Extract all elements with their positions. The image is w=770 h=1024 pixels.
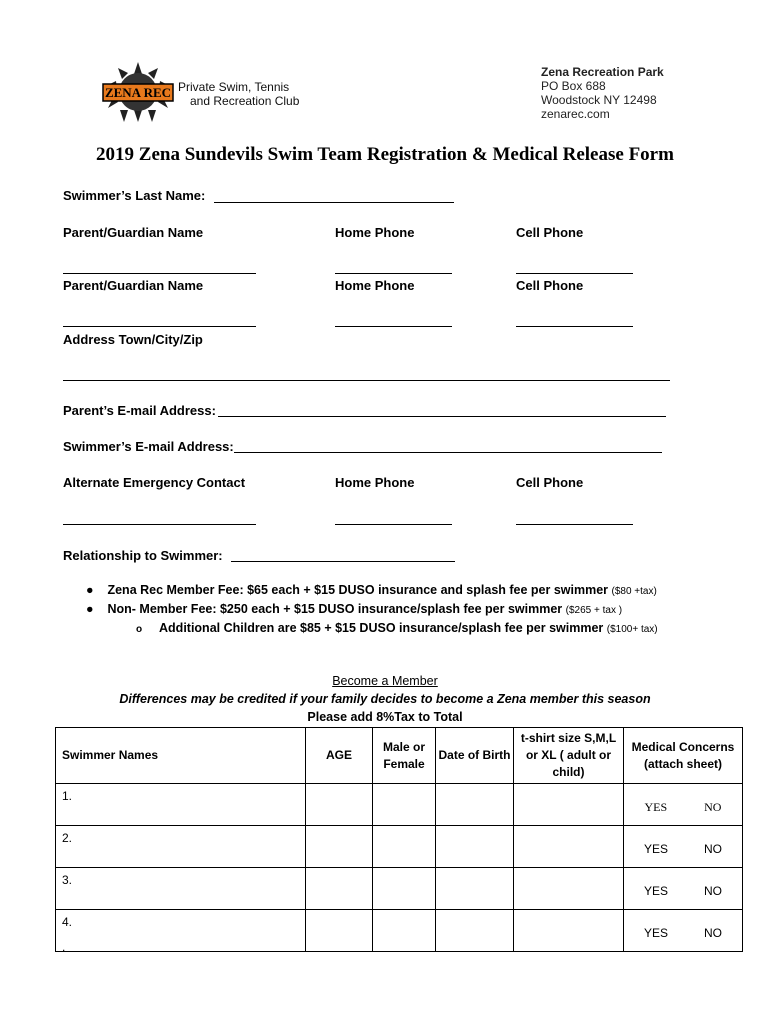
alt-contact-label: Alternate Emergency Contact bbox=[63, 475, 246, 490]
address-line: PO Box 688 bbox=[541, 79, 606, 93]
age-cell[interactable] bbox=[306, 868, 373, 910]
parent-email-field[interactable] bbox=[218, 416, 666, 417]
medical-cell bbox=[624, 910, 743, 952]
circle-bullet-icon: o bbox=[136, 624, 143, 635]
home-phone-label: Home Phone bbox=[335, 278, 415, 293]
relationship-field[interactable] bbox=[231, 561, 455, 562]
shirt-cell[interactable] bbox=[514, 868, 624, 910]
cell-phone-label: Cell Phone bbox=[516, 475, 584, 490]
parent-guardian-label: Parent/Guardian Name bbox=[63, 278, 204, 293]
header-shirt-size: t-shirt size S,M,L or XL ( adult or child) bbox=[514, 728, 624, 784]
parent-guardian-field[interactable] bbox=[63, 273, 256, 274]
header-dob: Date of Birth bbox=[436, 728, 514, 784]
parent-guardian-field[interactable] bbox=[63, 326, 256, 327]
swimmer-table bbox=[55, 727, 743, 952]
table-row bbox=[56, 910, 743, 952]
membership-note: Differences may be credited if your family decides to become a Zena member this season bbox=[119, 692, 651, 706]
club-name-line1: Private Swim, Tennis bbox=[178, 80, 290, 94]
no-option[interactable]: NO bbox=[703, 926, 722, 940]
relationship-label: Relationship to Swimmer: bbox=[63, 548, 223, 563]
no-option[interactable]: NO bbox=[703, 884, 722, 898]
fee-nonmember-tax: ($265 + tax ) bbox=[565, 605, 623, 616]
swimmer-email-field[interactable] bbox=[234, 452, 662, 453]
swimmer-last-name-label: Swimmer’s Last Name: bbox=[63, 188, 206, 203]
shirt-cell[interactable] bbox=[514, 826, 624, 868]
address-block bbox=[541, 65, 664, 121]
cell-phone-field[interactable] bbox=[516, 524, 633, 525]
zena-rec-logo bbox=[100, 60, 176, 124]
fee-additional-text: Additional Children are $85 + $15 DUSO insurance/splash fee per swimmer bbox=[159, 621, 604, 635]
swimmer-name-cell[interactable]: 1. bbox=[56, 784, 306, 826]
cell-phone-field[interactable] bbox=[516, 273, 633, 274]
fee-additional bbox=[136, 621, 658, 635]
yes-option[interactable]: YES bbox=[644, 800, 668, 814]
fee-nonmember-text: Non- Member Fee: $250 each + $15 DUSO insurance/splash fee per swimmer bbox=[107, 602, 563, 616]
medical-cell bbox=[624, 868, 743, 910]
parent-email-label: Parent’s E-mail Address: bbox=[63, 403, 216, 418]
tax-note: Please add 8%Tax to Total bbox=[307, 710, 463, 724]
footer-mark: . bbox=[62, 940, 66, 954]
fee-member bbox=[86, 583, 657, 597]
home-phone-label: Home Phone bbox=[335, 225, 415, 240]
alt-contact-field[interactable] bbox=[63, 524, 256, 525]
yes-option[interactable]: YES bbox=[643, 842, 668, 856]
swimmer-last-name-field[interactable] bbox=[214, 202, 454, 203]
swimmer-name-cell[interactable]: 4. bbox=[56, 910, 306, 952]
dob-cell[interactable] bbox=[436, 784, 514, 826]
gender-cell[interactable] bbox=[373, 868, 436, 910]
club-name-line2: and Recreation Club bbox=[190, 94, 300, 108]
dob-cell[interactable] bbox=[436, 868, 514, 910]
home-phone-field[interactable] bbox=[335, 273, 452, 274]
table-row bbox=[56, 868, 743, 910]
fee-additional-tax: ($100+ tax) bbox=[606, 624, 658, 635]
fee-member-text: Zena Rec Member Fee: $65 each + $15 DUSO insurance and splash fee per swimmer bbox=[107, 583, 609, 597]
cell-phone-field[interactable] bbox=[516, 326, 633, 327]
table-row bbox=[56, 826, 743, 868]
logo-text: ZENA REC bbox=[104, 85, 172, 100]
shirt-cell[interactable] bbox=[514, 910, 624, 952]
address-field[interactable] bbox=[63, 380, 670, 381]
medical-cell bbox=[624, 784, 743, 826]
bullet-icon: ● bbox=[86, 583, 94, 597]
address-label: Address Town/City/Zip bbox=[63, 332, 203, 347]
yes-option[interactable]: YES bbox=[643, 884, 668, 898]
age-cell[interactable] bbox=[306, 826, 373, 868]
fee-nonmember bbox=[86, 602, 622, 616]
header-age: AGE bbox=[306, 728, 373, 784]
home-phone-field[interactable] bbox=[335, 524, 452, 525]
page-title: 2019 Zena Sundevils Swim Team Registration & Medical Release Form bbox=[96, 144, 674, 165]
fee-member-tax: ($80 +tax) bbox=[611, 586, 657, 597]
header-medical: Medical Concerns (attach sheet) bbox=[624, 728, 743, 784]
shirt-cell[interactable] bbox=[514, 784, 624, 826]
table-header-row bbox=[56, 728, 743, 784]
swimmer-name-cell[interactable]: 2. bbox=[56, 826, 306, 868]
home-phone-label: Home Phone bbox=[335, 475, 415, 490]
address-line: Woodstock NY 12498 bbox=[541, 93, 657, 107]
age-cell[interactable] bbox=[306, 784, 373, 826]
age-cell[interactable] bbox=[306, 910, 373, 952]
bullet-icon: ● bbox=[86, 602, 94, 616]
swimmer-email-label: Swimmer’s E-mail Address: bbox=[63, 439, 234, 454]
medical-cell bbox=[624, 826, 743, 868]
home-phone-field[interactable] bbox=[335, 326, 452, 327]
gender-cell[interactable] bbox=[373, 784, 436, 826]
dob-cell[interactable] bbox=[436, 826, 514, 868]
header-gender: Male or Female bbox=[373, 728, 436, 784]
no-option[interactable]: NO bbox=[703, 842, 722, 856]
no-option[interactable]: NO bbox=[704, 800, 722, 814]
swimmer-name-cell[interactable]: 3. bbox=[56, 868, 306, 910]
table-row bbox=[56, 784, 743, 826]
yes-option[interactable]: YES bbox=[643, 926, 668, 940]
header-swimmer-names: Swimmer Names bbox=[56, 728, 306, 784]
cell-phone-label: Cell Phone bbox=[516, 278, 584, 293]
parent-guardian-label: Parent/Guardian Name bbox=[63, 225, 204, 240]
address-line: Zena Recreation Park bbox=[541, 65, 664, 79]
gender-cell[interactable] bbox=[373, 826, 436, 868]
cell-phone-label: Cell Phone bbox=[516, 225, 584, 240]
become-member-heading: Become a Member bbox=[332, 674, 438, 688]
dob-cell[interactable] bbox=[436, 910, 514, 952]
gender-cell[interactable] bbox=[373, 910, 436, 952]
address-line: zenarec.com bbox=[541, 107, 610, 121]
